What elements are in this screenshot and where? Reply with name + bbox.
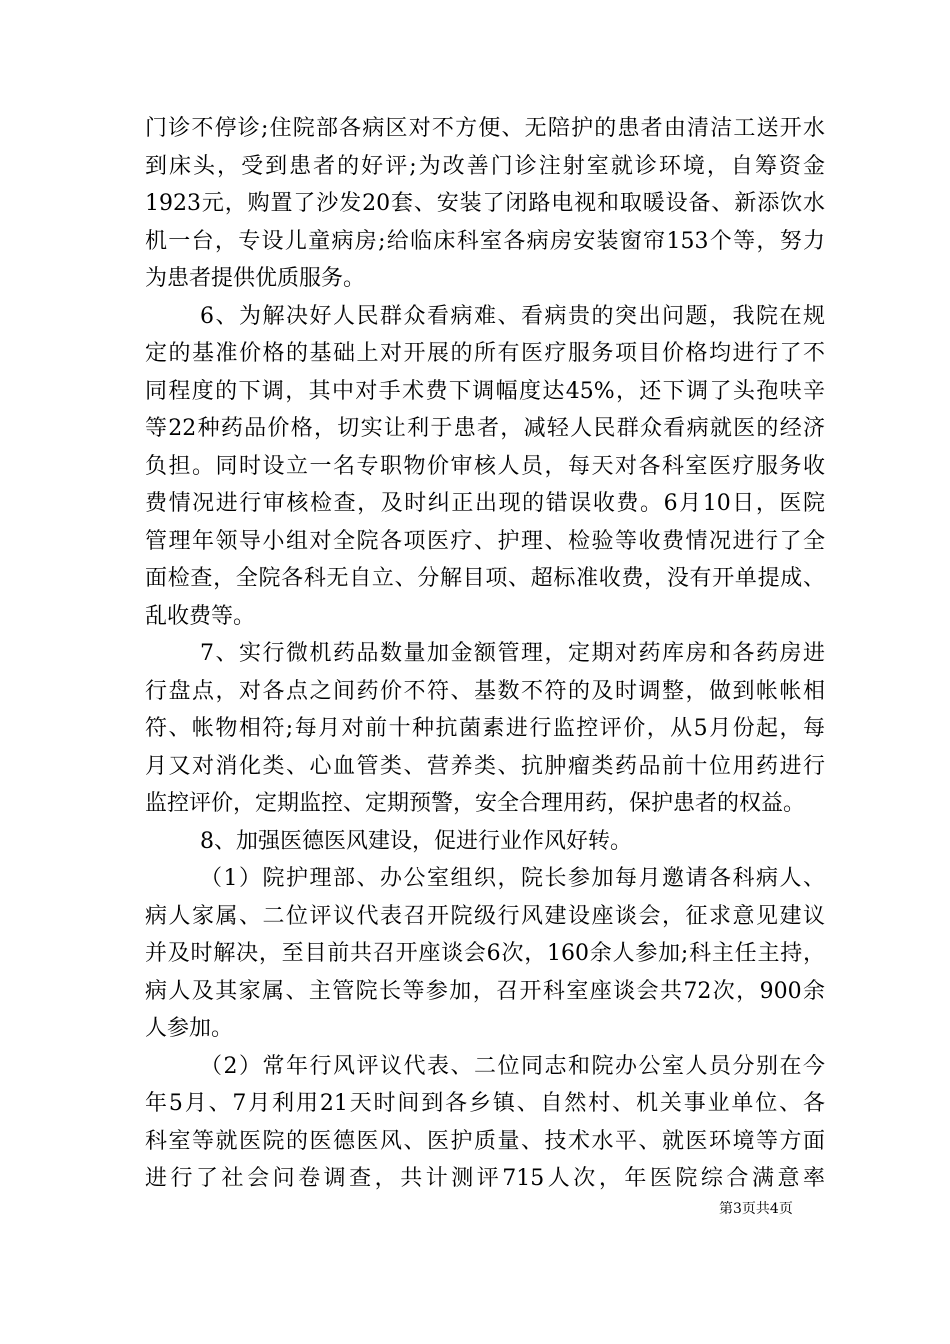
paragraph-start-8-2: （2）常年行风评议代表、二位同志和院办公室人员分别在今: [200, 1053, 825, 1079]
text-line: 管理年领导小组对全院各项医疗、护理、检验等收费情况进行了全: [145, 528, 825, 554]
text-line: 年5月、7月利用21天时间到各乡镇、自然村、机关事业单位、各: [145, 1091, 825, 1116]
text-line: 到床头，受到患者的好评;为改善门诊注射室就诊环境，自筹资金: [145, 153, 825, 179]
text-line: 人参加。: [145, 1016, 234, 1041]
text-line: 符、帐物相符;每月对前十种抗菌素进行监控评价，从5月份起，每: [145, 716, 825, 741]
paragraph-start-8: 8、加强医德医风建设，促进行业作风好转。: [200, 828, 632, 854]
text-line: 病人及其家属、主管院长等参加，召开科室座谈会共72次，900余: [145, 978, 825, 1004]
text-line: 并及时解决，至目前共召开座谈会6次，160余人参加;科主任主持，: [145, 941, 825, 966]
text-line: 月又对消化类、心血管类、营养类、抗肿瘤类药品前十位用药进行: [145, 753, 825, 779]
text-line: 为患者提供优质服务。: [145, 266, 366, 291]
text-line: 1923元，购置了沙发20套、安装了闭路电视和取暖设备、新添饮水: [145, 191, 825, 216]
text-line: 监控评价，定期监控、定期预警，安全合理用药，保护患者的权益。: [145, 791, 806, 816]
text-line: 定的基准价格的基础上对开展的所有医疗服务项目价格均进行了不: [145, 341, 825, 366]
text-line: 病人家属、二位评议代表召开院级行风建设座谈会，征求意见建议: [145, 903, 825, 929]
text-line: 面检查，全院各科无自立、分解目项、超标准收费，没有开单提成、: [145, 566, 825, 591]
text-line: 科室等就医院的医德医风、医护质量、技术水平、就医环境等方面: [145, 1128, 825, 1154]
text-line: 机一台，专设儿童病房;给临床科室各病房安装窗帘153个等，努力: [145, 228, 825, 254]
page-number: 第3页共4页: [719, 1201, 793, 1217]
paragraph-start-8-1: （1）院护理部、办公室组织，院长参加每月邀请各科病人、: [200, 866, 825, 891]
text-line: 行盘点，对各点之间药价不符、基数不符的及时调整，做到帐帐相: [145, 678, 825, 704]
text-line: 乱收费等。: [145, 603, 256, 629]
text-line: 费情况进行审核检查，及时纠正出现的错误收费。6月10日，医院: [145, 491, 825, 516]
text-line: 同程度的下调，其中对手术费下调幅度达45%，还下调了头孢呋辛: [145, 378, 825, 404]
text-line: 负担。同时设立一名专职物价审核人员，每天对各科室医疗服务收: [145, 453, 825, 479]
text-line: 等22种药品价格，切实让利于患者，减轻人民群众看病就医的经济: [145, 416, 825, 441]
paragraph-start-6: 6、为解决好人民群众看病难、看病贵的突出问题，我院在规: [200, 303, 825, 329]
text-line: 门诊不停诊;住院部各病区对不方便、无陪护的患者由清洁工送开水: [145, 116, 825, 141]
text-line: 进行了社会问卷调查，共计测评715人次，年医院综合满意率: [145, 1166, 825, 1191]
paragraph-start-7: 7、实行微机药品数量加金额管理，定期对药库房和各药房进: [200, 641, 825, 666]
